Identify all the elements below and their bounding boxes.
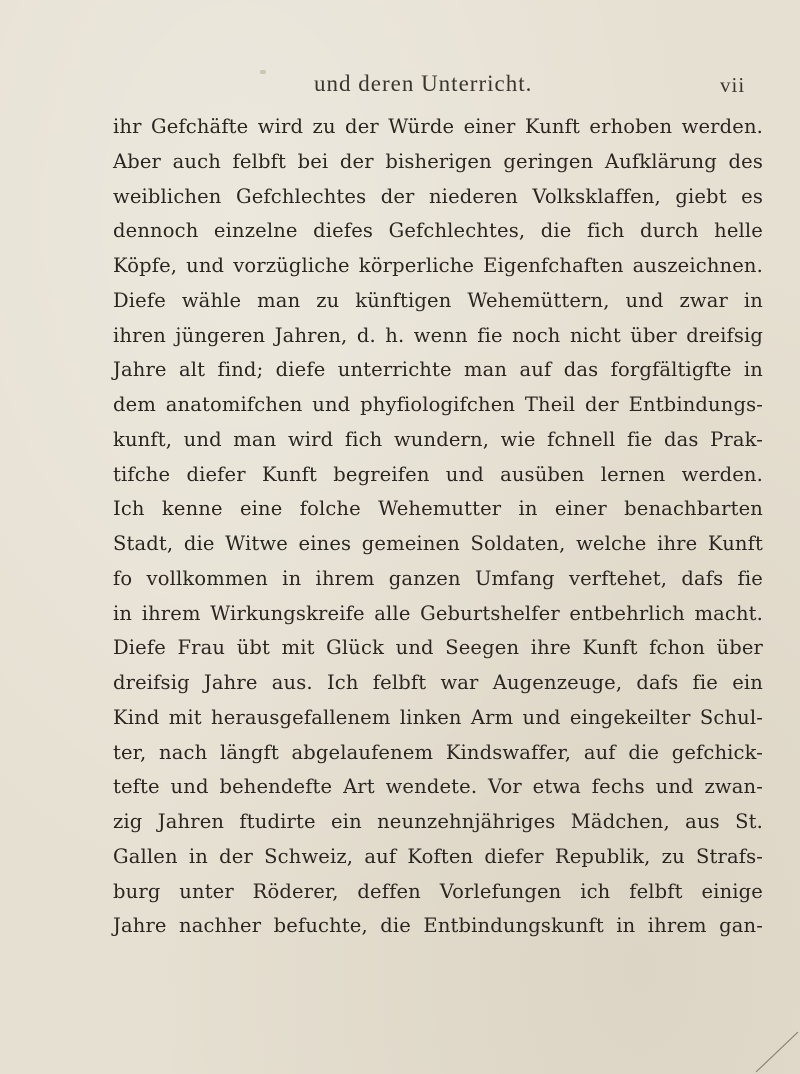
text-line: Stadt, die Witwe eines gemeinen Soldaten, welche ihre Kunft	[113, 532, 763, 555]
text-line: Jahre alt find; diefe unterrichte man auf das forgfältigfte in	[113, 358, 763, 382]
corner-pencil-mark	[752, 1026, 800, 1074]
text-line: burg unter Röderer, deffen Vorlefungen ich felbft einige	[113, 879, 763, 903]
text-line: ihren jüngeren Jahren, d. h. wenn fie noch nicht über dreifsig	[113, 323, 763, 347]
text-line: Gallen in der Schweiz, auf Koften diefer Republik, zu Strafs-	[113, 844, 763, 868]
text-line: kunft, und man wird fich wundern, wie fchnell fie das Prak-	[113, 427, 763, 451]
text-line: Jahre nachher befuchte, die Entbindungskunft in ihrem gan-	[113, 914, 763, 938]
text-line: dennoch einzelne diefes Gefchlechtes, die fich durch helle	[113, 219, 763, 243]
running-head: und deren Unterricht.	[314, 71, 533, 96]
page-header	[0, 71, 800, 107]
text-line: Ich kenne eine folche Wehemutter in einer benachbarten	[113, 497, 763, 521]
text-line: dem anatomifchen und phyfiologifchen Theil der Entbindungs-	[113, 393, 763, 416]
body-text	[113, 110, 763, 944]
text-line: weiblichen Gefchlechtes der niederen Volksklaffen, giebt es	[113, 184, 763, 208]
text-line: dreifsig Jahre aus. Ich felbft war Augenzeuge, dafs fie ein	[113, 671, 763, 694]
page-number: vii	[720, 73, 746, 97]
text-line: tifche diefer Kunft begreifen und ausüben lernen werden.	[113, 462, 763, 486]
text-line: tefte und behendefte Art wendete. Vor etwa fechs und zwan-	[113, 775, 763, 799]
text-line: ter, nach längft abgelaufenem Kindswaffer, auf die gefchick-	[113, 740, 763, 764]
text-line: ihr Gefchäfte wird zu der Würde einer Kunft erhoben werden.	[113, 115, 763, 138]
text-line: Diefe Frau übt mit Glück und Seegen ihre Kunft fchon über	[113, 636, 763, 660]
text-line: in ihrem Wirkungskreife alle Geburtshelfer entbehrlich macht.	[113, 601, 763, 625]
text-line: Köpfe, und vorzügliche körperliche Eigenfchaften auszeichnen.	[113, 254, 763, 277]
text-line: Aber auch felbft bei der bisherigen geringen Aufklärung des	[113, 149, 763, 173]
text-line: zig Jahren ftudirte ein neunzehnjähriges Mädchen, aus St.	[113, 810, 763, 833]
text-line: fo vollkommen in ihrem ganzen Umfang verftehet, dafs fie	[113, 566, 763, 590]
text-line: Diefe wähle man zu künftigen Wehemüttern, und zwar in	[113, 288, 763, 312]
text-line: Kind mit herausgefallenem linken Arm und eingekeilter Schul-	[113, 705, 763, 729]
